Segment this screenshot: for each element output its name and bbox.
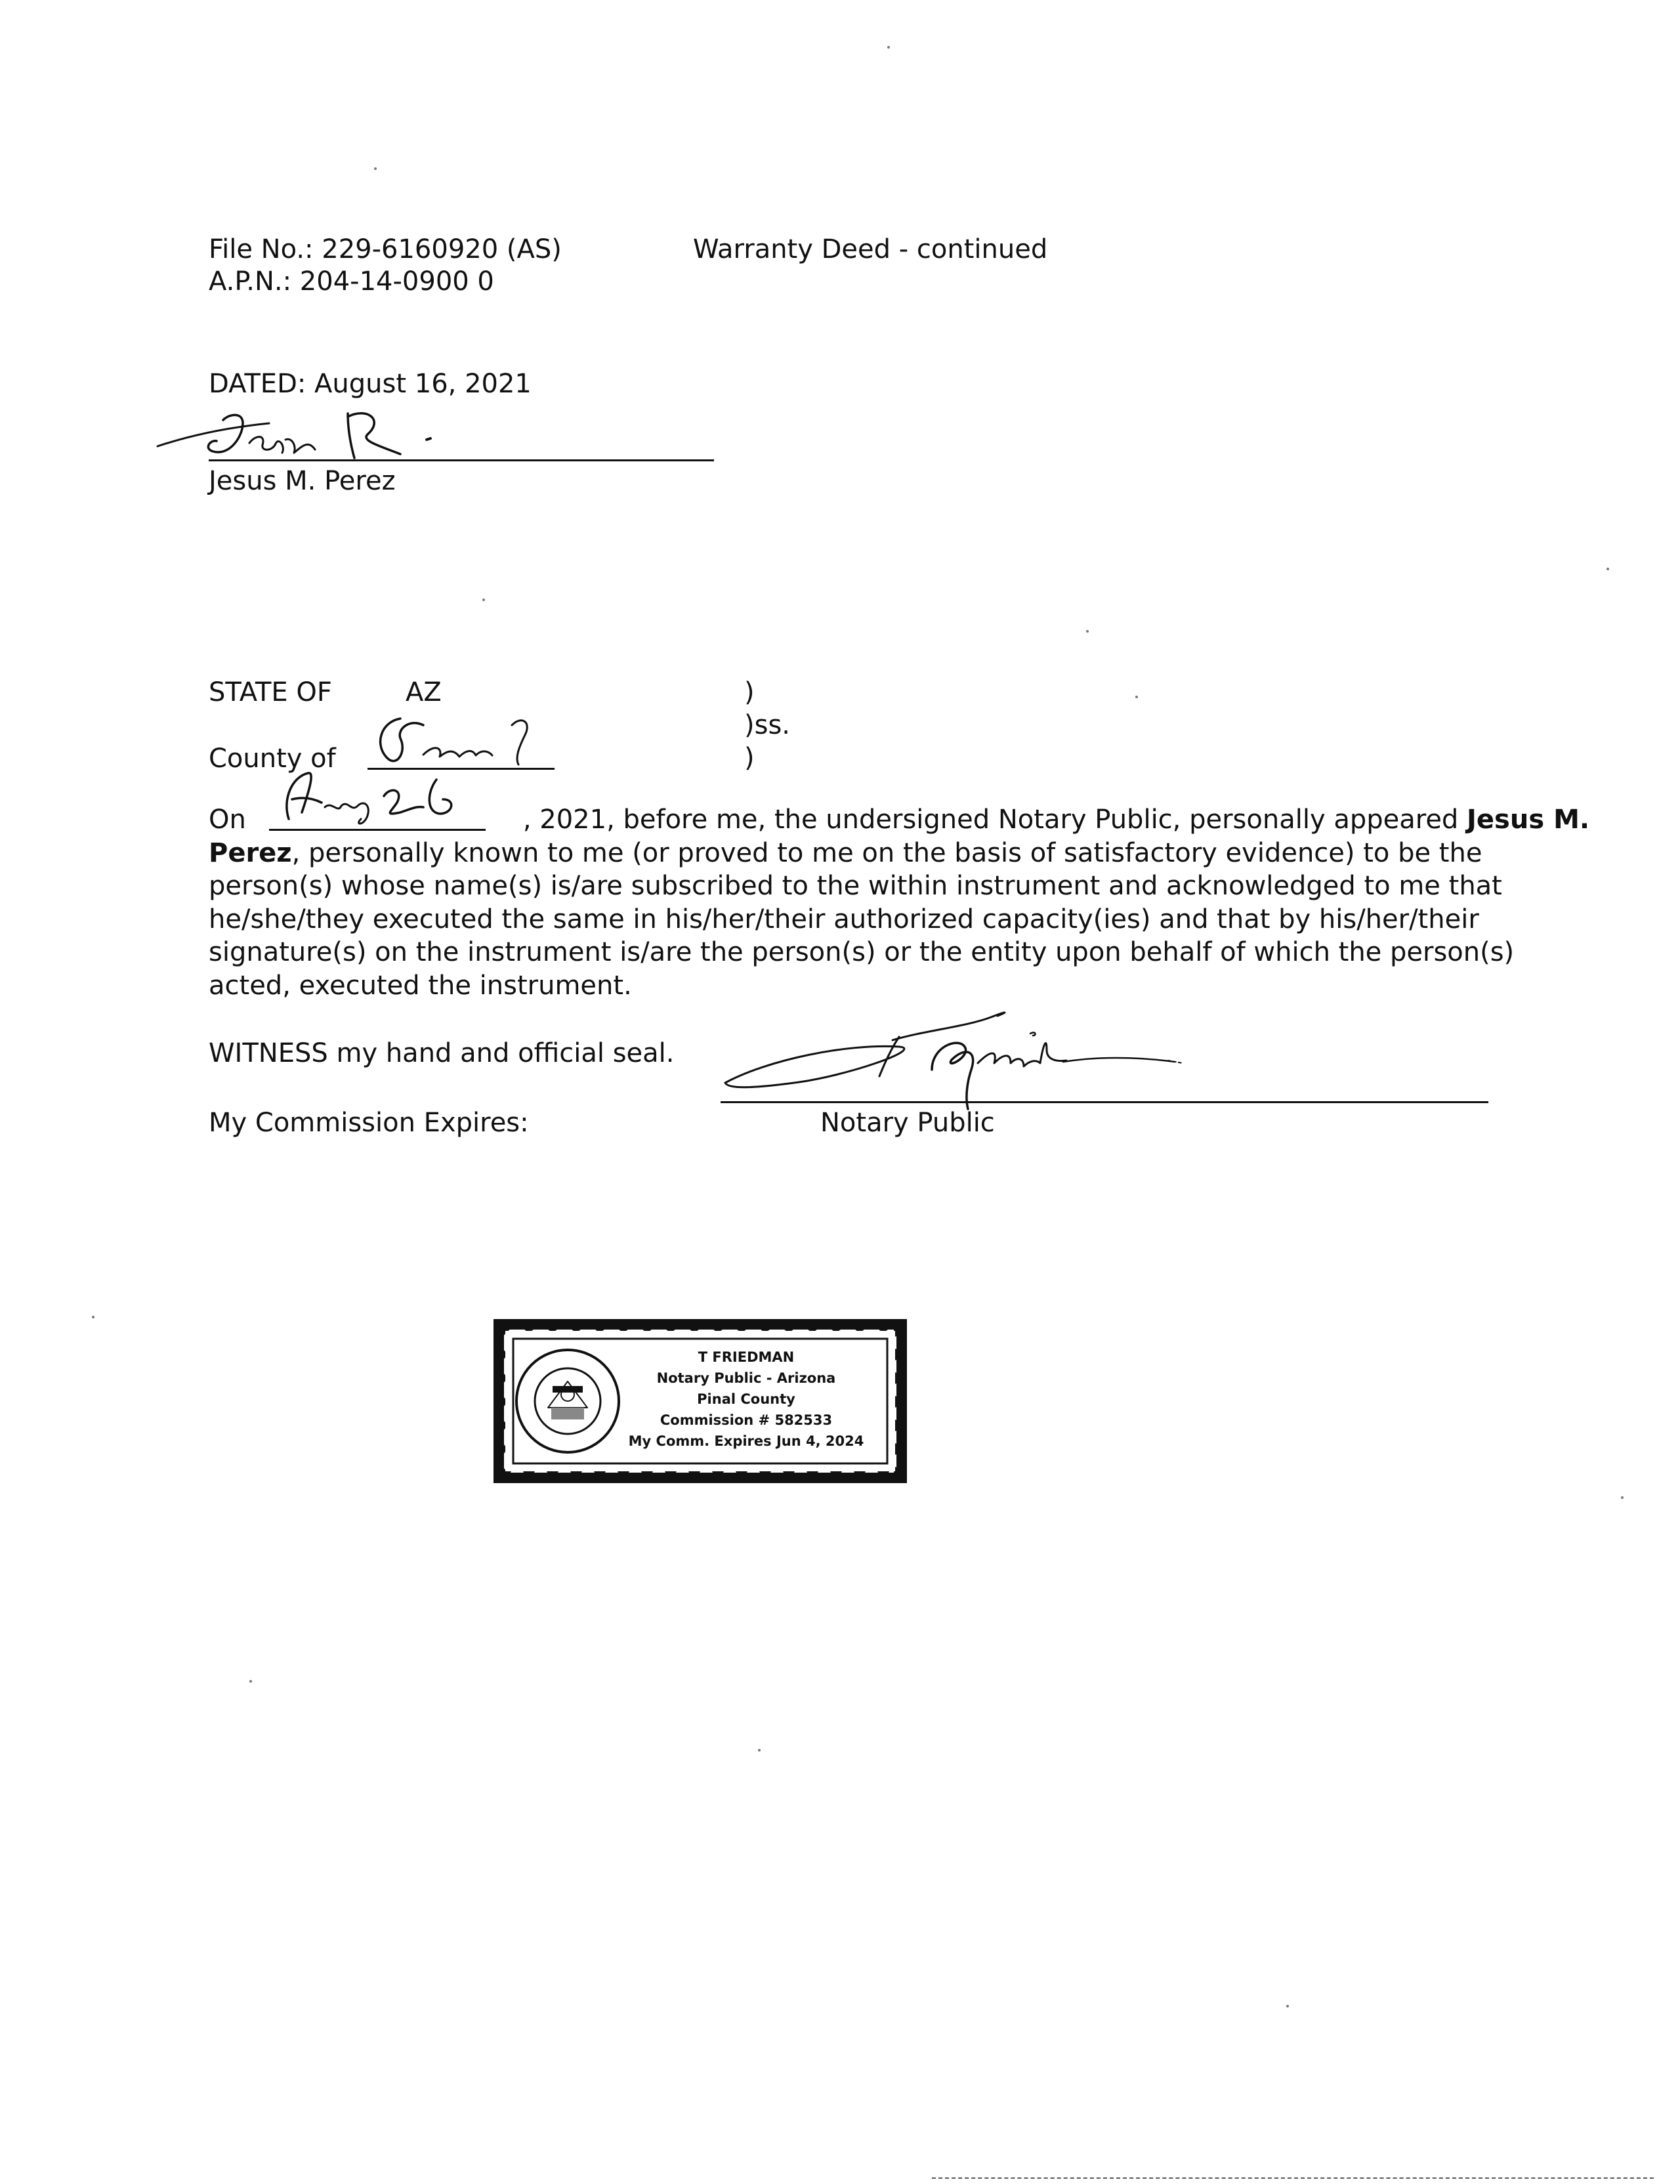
acknowledgment-line-4: he/she/they executed the same in his/her/their authorized capacity(ies) and that by his/her/their xyxy=(209,904,1479,934)
grantor-name: Jesus M. Perez xyxy=(209,466,396,496)
notary-signature xyxy=(715,998,1201,1116)
scan-speck xyxy=(92,1316,94,1318)
acknowledgment-line-6: acted, executed the instrument. xyxy=(209,970,632,1001)
line2-text: , personally known to me (or proved to me on the basis of satisfactory evidence) to be the xyxy=(291,837,1482,868)
scan-speck xyxy=(1621,1496,1624,1499)
stamp-commission-number: Commission # 582533 xyxy=(660,1412,833,1428)
commission-expires-label: My Commission Expires: xyxy=(209,1108,529,1138)
scan-speck xyxy=(1135,696,1138,698)
appearer-name-first: Jesus M. xyxy=(1467,805,1590,835)
scan-speck xyxy=(1606,568,1609,570)
on-label: On xyxy=(209,805,246,835)
document-title: Warranty Deed - continued xyxy=(693,234,1048,264)
county-label: County of xyxy=(209,744,336,774)
venue-paren-bottom: ) xyxy=(744,743,755,773)
notary-public-label: Notary Public xyxy=(820,1108,995,1138)
state-label: STATE OF xyxy=(209,677,332,707)
venue-paren-ss: )ss. xyxy=(744,710,790,740)
scan-speck xyxy=(249,1680,252,1683)
file-number: File No.: 229-6160920 (AS) xyxy=(209,234,562,264)
acknowledgment-line-1 xyxy=(209,803,1590,837)
appearer-name-last: Perez xyxy=(209,837,292,868)
apn-number: A.P.N.: 204-14-0900 0 xyxy=(209,266,494,297)
stamp-notary-name: T FRIEDMAN xyxy=(698,1349,795,1365)
witness-text: WITNESS my hand and official seal. xyxy=(209,1038,675,1068)
scan-speck xyxy=(482,598,485,601)
state-value: AZ xyxy=(406,677,442,707)
stamp-expiration: My Comm. Expires Jun 4, 2024 xyxy=(628,1433,864,1449)
venue-paren-top: ) xyxy=(744,677,755,707)
year-text: , 2021, before me, the undersigned Notary Public, personally appeared xyxy=(522,805,1459,835)
stamp-notary-title: Notary Public - Arizona xyxy=(656,1370,836,1386)
scan-speck xyxy=(758,1749,761,1752)
acknowledgment-line-5: signature(s) on the instrument is/are the person(s) or the entity upon behalf of which the person(s) xyxy=(209,937,1515,967)
scan-bottom-edge xyxy=(932,2177,1654,2179)
grantor-signature-line xyxy=(209,459,714,461)
arizona-seal-icon xyxy=(512,1345,623,1457)
stamp-text-block xyxy=(625,1347,868,1452)
acknowledgment-paragraph xyxy=(209,803,1590,1002)
acknowledgment-line-3: person(s) whose name(s) is/are subscribed to the within instrument and acknowledged to me that xyxy=(209,871,1502,901)
scan-speck xyxy=(374,167,377,170)
notary-signature-line xyxy=(721,1101,1488,1103)
scan-speck xyxy=(1286,2005,1289,2007)
scan-speck xyxy=(1086,630,1089,633)
acknowledgment-line-2 xyxy=(209,837,1488,870)
scan-speck xyxy=(887,46,890,49)
stamp-county: Pinal County xyxy=(697,1391,795,1407)
dated-line: DATED: August 16, 2021 xyxy=(209,369,532,399)
